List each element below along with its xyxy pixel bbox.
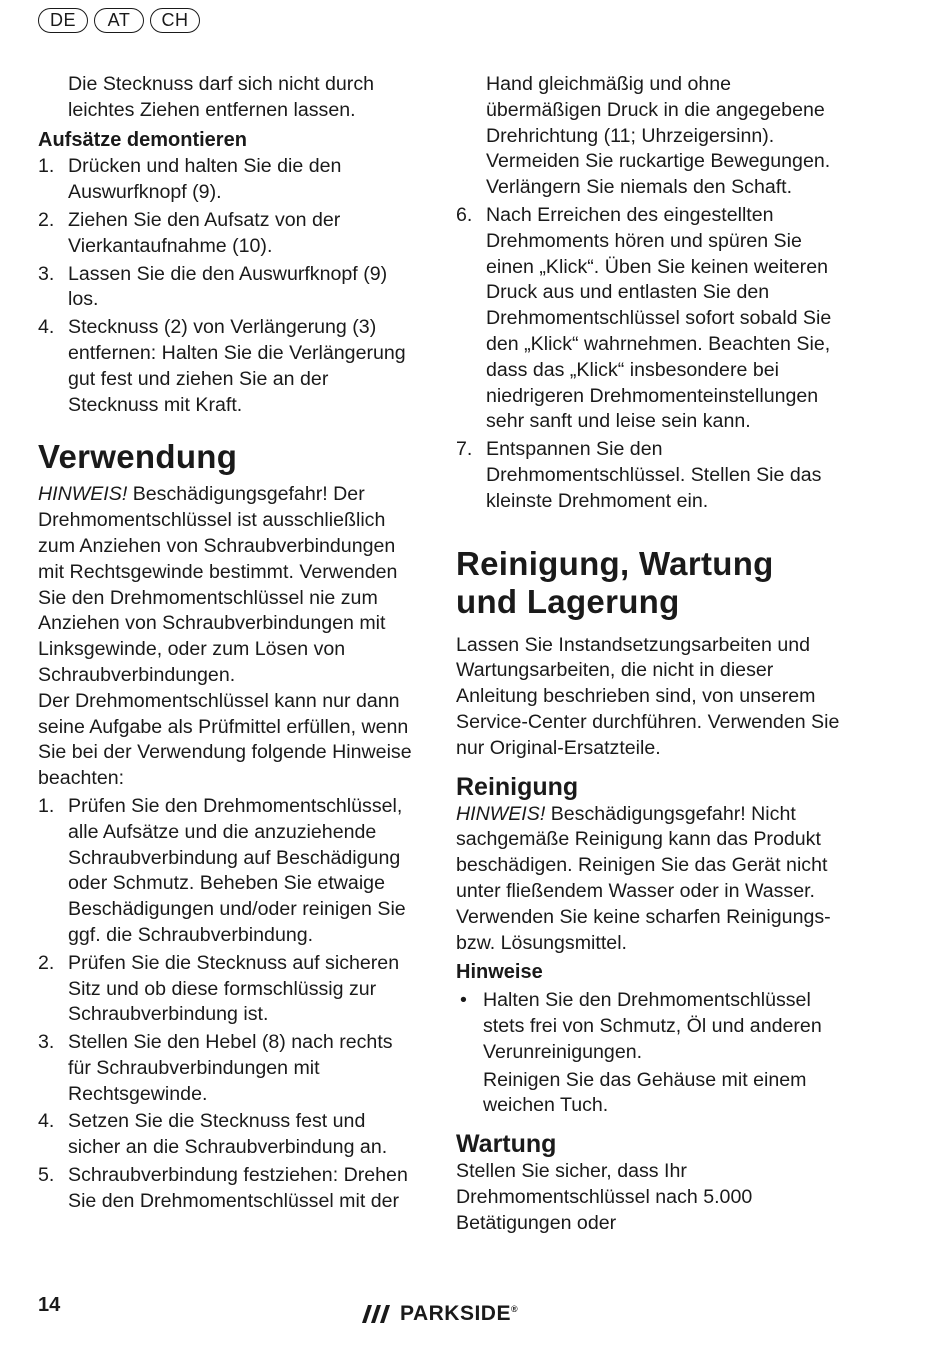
- country-badges: [38, 8, 200, 33]
- step-text: Nach Erreichen des eingestellten Drehmoments hören und spüren Sie einen „Klick“. Üben Sie keinen weiteren Druck aus und entlasten Sie den Drehmomentschlüssel sofort sobald Sie den „Klick“ wahrnehmen. Beachten Sie, dass das „Klick“ insbesondere bei niedrigeren Drehmomenteinstellungen sehr sanft und leise sein kann.: [486, 203, 832, 433]
- step-text: Schraubverbindung festziehen: Drehen Sie den Drehmomentschlüssel mit der: [68, 1164, 408, 1212]
- usage-warning: [38, 482, 418, 688]
- hint-text: Halten Sie den Drehmomentschlüssel stets frei von Schmutz, Öl und anderen Verunreinigungen.: [483, 989, 822, 1063]
- care-paragraph: Lassen Sie Instandsetzungsarbeiten und Wartungsarbeiten, die nicht in dieser Anleitung beschrieben sind, von unserem Service-Center durchführen. Verwenden Sie nur Original-Ersatzteile.: [456, 633, 840, 759]
- section-heading-usage: Verwendung: [38, 438, 238, 476]
- warning-text: Beschädigungsgefahr! Der Drehmomentschlüssel ist ausschließlich zum Anziehen von Schraubverbindungen mit Rechtsgewinde bestimmt. Verwenden Sie den Drehmomentschlüssel nie zum Anziehen von Schraubverbindungen mit Linksgewinde, oder zum Lösen von Schraubverbindungen.: [38, 483, 398, 686]
- hint-text-secondary: Reinigen Sie das Gehäuse mit einem weichen Tuch.: [483, 1068, 807, 1117]
- list-item: [456, 203, 840, 435]
- step-text: Ziehen Sie den Aufsatz von der Vierkantaufnahme (10).: [68, 208, 341, 257]
- cleaning-heading: Reinigung: [456, 772, 579, 801]
- hints-heading: Hinweise: [456, 961, 543, 984]
- care-heading-line-1: Reinigung, Wartung: [456, 544, 774, 582]
- step-text: Prüfen Sie den Drehmomentschlüssel, alle Aufsätze und die anzuziehende Schraubverbindung auf Beschädigung oder Schmutz. Beheben Sie etwaige Beschädigungen und/oder reinigen Sie ggf. die Schraubverbindung.: [68, 794, 406, 946]
- usage-steps-list-continued: [456, 203, 840, 515]
- step-number: 6.: [456, 203, 473, 226]
- maintenance-heading: Wartung: [456, 1130, 557, 1159]
- right-column: [456, 72, 840, 1236]
- list-item: [38, 154, 418, 206]
- step-number: 3.: [38, 262, 55, 285]
- list-item: [456, 437, 840, 514]
- step-text: Stellen Sie den Hebel (8) nach rechts für Schraubverbindungen mit Rechtsgewinde.: [68, 1031, 393, 1105]
- remove-steps-list: [38, 154, 418, 418]
- step-number: 4.: [38, 1110, 55, 1133]
- step-text: Lassen Sie die den Auswurfknopf (9) los.: [68, 262, 388, 311]
- list-item: [38, 315, 418, 418]
- brand-word: PARKSIDE: [400, 1302, 511, 1325]
- step-number: 1.: [38, 155, 55, 178]
- intro-text: Die Stecknuss darf sich nicht durch leichtes Ziehen entfernen lassen.: [68, 73, 375, 121]
- continuation-text: Hand gleichmäßig und ohne übermäßigen Druck in die angegebene Drehrichtung (11; Uhrzeigersinn). Vermeiden Sie ruckartige Bewegungen. Verlängern Sie niemals den Schaft.: [486, 73, 831, 199]
- list-item: [38, 794, 418, 949]
- step-text: Drücken und halten Sie die den Auswurfknopf (9).: [68, 155, 342, 204]
- remove-attachments-heading: Aufsätze demontieren: [38, 128, 247, 151]
- step-number: 2.: [38, 951, 55, 974]
- country-badge-de: DE: [38, 8, 88, 33]
- step-text: Stecknuss (2) von Verlängerung (3) entfernen: Halten Sie die Verlängerung gut fest und ziehen Sie an der Stecknuss mit Kraft.: [68, 316, 406, 416]
- brand-logo: [362, 1302, 518, 1326]
- step-number: 7.: [456, 438, 473, 461]
- country-badge-ch: CH: [150, 8, 200, 33]
- cleaning-warning: [456, 802, 840, 957]
- step-number: 4.: [38, 316, 55, 339]
- registered-mark: ®: [510, 1304, 519, 1314]
- list-item: [456, 988, 840, 1119]
- bullet-icon: •: [460, 989, 467, 1012]
- step-number: 3.: [38, 1031, 55, 1054]
- list-item: [38, 1109, 418, 1161]
- country-badge-at: AT: [94, 8, 144, 33]
- left-column: [38, 72, 418, 1215]
- step-text: Entspannen Sie den Drehmomentschlüssel. Stellen Sie das kleinste Drehmoment ein.: [486, 438, 822, 512]
- care-heading-line-2: und Lagerung: [456, 582, 680, 620]
- list-item: [38, 262, 418, 314]
- warning-label: HINWEIS!: [38, 483, 128, 506]
- maintenance-text: Stellen Sie sicher, dass Ihr Drehmomentschlüssel nach 5.000 Betätigungen oder: [456, 1160, 753, 1234]
- hints-list: [456, 988, 840, 1119]
- warning-label: HINWEIS!: [456, 802, 546, 825]
- brand-stripes-icon: [362, 1305, 392, 1323]
- usage-paragraph: Der Drehmomentschlüssel kann nur dann seine Aufgabe als Prüfmittel erfüllen, wenn Sie bei der Verwendung folgende Hinweise beachten:: [38, 689, 412, 790]
- usage-steps-list: [38, 794, 418, 1215]
- step-number: 5.: [38, 1164, 55, 1187]
- page-number: 14: [38, 1294, 61, 1316]
- step-number: 2.: [38, 208, 55, 231]
- step-number: 1.: [38, 794, 55, 817]
- list-item: [38, 208, 418, 260]
- warning-text: Beschädigungsgefahr! Nicht sachgemäße Reinigung kann das Produkt beschädigen. Reinigen Sie das Gerät nicht unter fließendem Wasser oder in Wasser. Verwenden Sie keine scharfen Reinigungs- bzw. Lösungsmittel.: [456, 802, 831, 954]
- list-item: [38, 1030, 418, 1107]
- section-heading-care: [456, 545, 840, 621]
- brand-name: [400, 1302, 518, 1326]
- step-text: Prüfen Sie die Stecknuss auf sicheren Sitz und ob diese formschlüssig zur Schraubverbindung ist.: [68, 951, 400, 1026]
- step-text: Setzen Sie die Stecknuss fest und sicher an die Schraubverbindung an.: [68, 1110, 388, 1159]
- list-item: [38, 1163, 418, 1215]
- list-item: [38, 951, 418, 1028]
